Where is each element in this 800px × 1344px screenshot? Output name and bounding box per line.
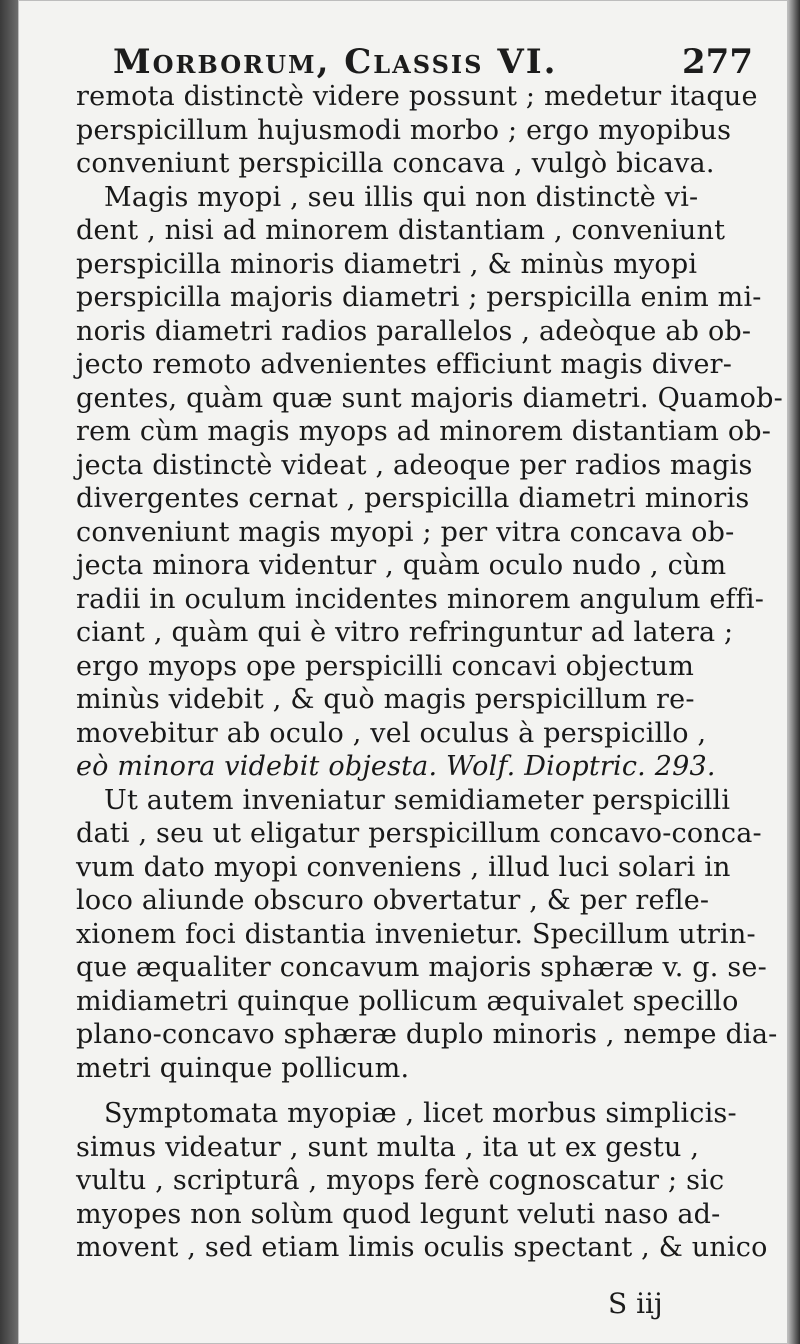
text-line: minùs videbit , & quò magis perspicillum re- <box>76 684 695 715</box>
text-line: eò minora videbit objesta. Wolf. Dioptric. 293. <box>76 751 716 782</box>
page-left-shadow <box>0 0 18 1344</box>
text-line: ciant , quàm qui è vitro refringuntur ad latera ; <box>76 617 734 648</box>
text-line: metri quinque pollicum. <box>76 1052 410 1084</box>
text-line: dent , nisi ad minorem distantiam , conveniunt <box>76 215 726 246</box>
text-line: perspicilla minoris diametri , & minùs myopi <box>76 248 698 280</box>
text-line: simus videatur , sunt multa , ita ut ex gestu , <box>76 1131 700 1163</box>
text-line: movent , sed etiam limis oculis spectant , & unico <box>76 1232 768 1263</box>
running-head: Morborum, Classis VI. <box>113 42 558 82</box>
text-line: remota distinctè videre possunt ; medetur itaque <box>76 81 758 112</box>
text-line: dati , seu ut eligatur perspicillum concavo-conca- <box>76 818 762 849</box>
text-line: noris diametri radios parallelos , adeòque ab ob- <box>76 315 752 347</box>
text-line: Ut autem inveniatur semidiameter perspicilli <box>104 784 731 816</box>
page-body <box>76 80 783 1265</box>
book-page <box>18 0 788 1344</box>
text-line: vum dato myopi conveniens , illud luci solari in <box>76 851 731 883</box>
text-line: jecta minora videntur , quàm oculo nudo , cùm <box>76 550 727 581</box>
text-line: Symptomata myopiæ , licet morbus simplicis- <box>104 1098 737 1129</box>
text-line: conveniunt perspicilla concava , vulgò bicava. <box>76 148 715 179</box>
text-line: midiametri quinque pollicum æquivalet specillo <box>76 985 739 1017</box>
text-line: jecto remoto advenientes efficiunt magis diver- <box>76 349 733 380</box>
text-line: Magis myopi , seu illis qui non distinctè vi- <box>104 181 699 213</box>
text-line: ergo myops ope perspicilli concavi objectum <box>76 650 695 682</box>
text-line: loco aliunde obscuro obvertatur , & per refle- <box>76 885 710 916</box>
text-line: que æqualiter concavum majoris sphæræ v. g. se- <box>76 952 767 983</box>
signature-mark: S iij <box>608 1287 663 1320</box>
text-line: vultu , scripturâ , myops ferè cognoscatur ; sic <box>76 1165 725 1196</box>
text-line: jecta distinctè videat , adeoque per radios magis <box>76 449 753 481</box>
text-line: rem cùm magis myops ad minorem distantiam ob- <box>76 416 772 447</box>
text-line: divergentes cernat , perspicilla diametri minoris <box>76 483 750 514</box>
text-line: conveniunt magis myopi ; per vitra concava ob- <box>76 516 735 548</box>
text-line: gentes, quàm quæ sunt majoris diametri. Quamob- <box>76 382 783 414</box>
text-line: perspicillum hujusmodi morbo ; ergo myopibus <box>76 114 732 146</box>
page-right-shadow <box>788 0 800 1344</box>
paragraph-gap <box>76 1085 766 1097</box>
text-line: xionem foci distantia invenietur. Specillum utrin- <box>76 918 756 950</box>
text-line: myopes non solùm quod legunt veluti naso ad- <box>76 1198 721 1230</box>
text-line: perspicilla majoris diametri ; perspicilla enim mi- <box>76 282 762 313</box>
text-line: plano-concavo sphæræ duplo minoris , nempe dia- <box>76 1019 778 1050</box>
page-number: 277 <box>682 42 753 82</box>
text-line: radii in oculum incidentes minorem angulum effi- <box>76 583 765 615</box>
text-line: movebitur ab oculo , vel oculus à perspicillo , <box>76 717 707 749</box>
